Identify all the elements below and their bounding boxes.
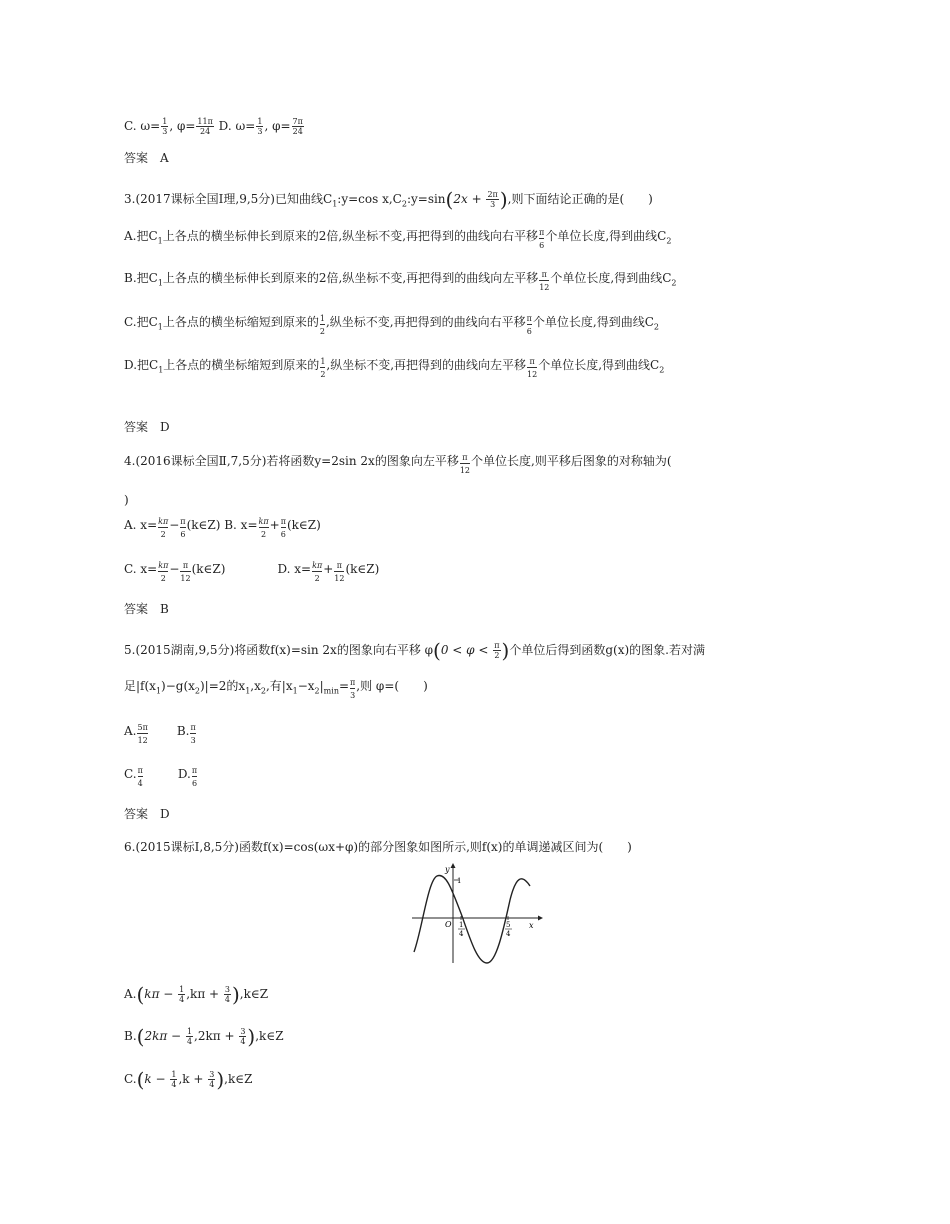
question-3-option-b: B.把$C_1$上各点的横坐标伸长到原来的2倍,纵坐标不变,再把得到的曲线向左平移 $\frac{\pi}{12}$ 个单位长度,得到曲线$C_2$ <box>124 270 677 292</box>
answer-4: 答案 B <box>124 602 169 616</box>
option-label: C. ω= <box>124 119 161 133</box>
question-5-options-ab: A. $\frac{5\pi}{12}$ B. $\frac{\pi}{3}$ <box>124 723 196 745</box>
x-axis-label: x <box>529 921 534 930</box>
question-3-option-c: C.把$C_1$上各点的横坐标缩短到原来的 $\frac{1}{2}$ ,纵坐标不变,再把得到的曲线向右平移 $\frac{\pi}{6}$ 个单位长度,得到曲线$C_2$ <box>124 314 659 336</box>
question-5-options-cd: C. $\frac{\pi}{4}$ D. $\frac{\pi}{6}$ <box>124 766 198 788</box>
y-axis-arrow <box>451 863 456 868</box>
cosine-graph <box>410 860 545 965</box>
question-5-stem-line2: 足$|f(x_1)-g(x_2)|=2$的$x_1,x_2$,有$|x_1-x_2|_{min}=$ $\frac{\pi}{3}$ ,则 φ=( ) <box>124 678 428 700</box>
question-4-options-ab: A. x= $\frac{k\pi}{2}$ − $\frac{\pi}{6}$ (k∈Z) B. x= $\frac{k\pi}{2}$ + $\frac{\pi}{6}$ (k∈Z) <box>124 517 321 539</box>
svg-text:4: 4 <box>459 930 464 938</box>
question-6-stem: 6.(2015课标Ⅰ,8,5分)函数f(x)=cos(ωx+φ)的部分图象如图所示,则f(x)的单调递减区间为( ) <box>124 840 632 854</box>
answer-2: 答案 A <box>124 151 169 165</box>
answer-3: 答案 D <box>124 420 170 434</box>
fraction: $\frac{1}{3}$ <box>257 117 263 136</box>
question-6-option-b: B.(2kπ − $\frac{1}{4}$ ,2kπ + $\frac{3}{4}$ ),k∈Z <box>124 1024 284 1049</box>
q2-options-cd: C. ω= $\frac{1}{3}$ , φ= $\frac{11\pi}{24}$ D. ω= $\frac{1}{3}$ , φ= $\frac{7\pi}{24}$ <box>124 117 303 136</box>
question-6-option-a: A.(kπ − $\frac{1}{4}$ ,kπ + $\frac{3}{4}$ ),k∈Z <box>124 982 269 1007</box>
question-3-option-d: D.把$C_1$上各点的横坐标缩短到原来的 $\frac{1}{2}$ ,纵坐标不变,再把得到的曲线向左平移 $\frac{\pi}{12}$ 个单位长度,得到曲线$C_2$ <box>124 357 665 379</box>
option-label: D. ω= <box>214 119 256 133</box>
svg-text:4: 4 <box>506 930 511 938</box>
fraction: $\frac{7\pi}{24}$ <box>292 117 303 136</box>
cosine-curve <box>414 875 530 963</box>
answer-5: 答案 D <box>124 807 170 821</box>
question-4-stem: 4.(2016课标全国Ⅱ,7,5分)若将函数y=2sin 2x的图象向左平移 $\frac{\pi}{12}$ 个单位长度,则平移后图象的对称轴为( <box>124 453 672 475</box>
y-one-label: 1 <box>457 877 462 885</box>
svg-text:1: 1 <box>459 921 464 929</box>
question-3-stem: 3.(2017课标全国Ⅰ理,9,5分)已知曲线$C_1:y=\cos$ $x,C_2:y=\sin(2x$ + $\frac{2\pi}{3}$ ),则下面结论正确的是( ) <box>124 187 653 212</box>
origin-label: O <box>445 920 452 929</box>
fraction: $\frac{11\pi}{24}$ <box>197 117 213 136</box>
svg-text:5: 5 <box>506 921 511 929</box>
question-3-option-a: A.把$C_1$上各点的横坐标伸长到原来的2倍,纵坐标不变,再把得到的曲线向右平移 $\frac{\pi}{6}$ 个单位长度,得到曲线$C_2$ <box>124 228 672 250</box>
question-4-stem-close: ) <box>124 493 129 507</box>
question-5-stem: 5.(2015湖南,9,5分)将函数f(x)=sin 2x的图象向右平移 φ(0 < φ < $\frac{\pi}{2}$ )个单位后得到函数g(x)的图象.若对满 <box>124 638 705 663</box>
y-axis-label: y <box>445 865 450 874</box>
fraction: $\frac{1}{3}$ <box>162 117 168 136</box>
question-4-options-cd: C. x= $\frac{k\pi}{2}$ − $\frac{\pi}{12}$ (k∈Z) D. x= $\frac{k\pi}{2}$ + $\frac{\pi}{12}$ (k∈Z) <box>124 561 380 583</box>
question-6-option-c: C.(k − $\frac{1}{4}$ ,k + $\frac{3}{4}$ ),k∈Z <box>124 1067 253 1092</box>
x-axis-arrow <box>538 916 543 921</box>
